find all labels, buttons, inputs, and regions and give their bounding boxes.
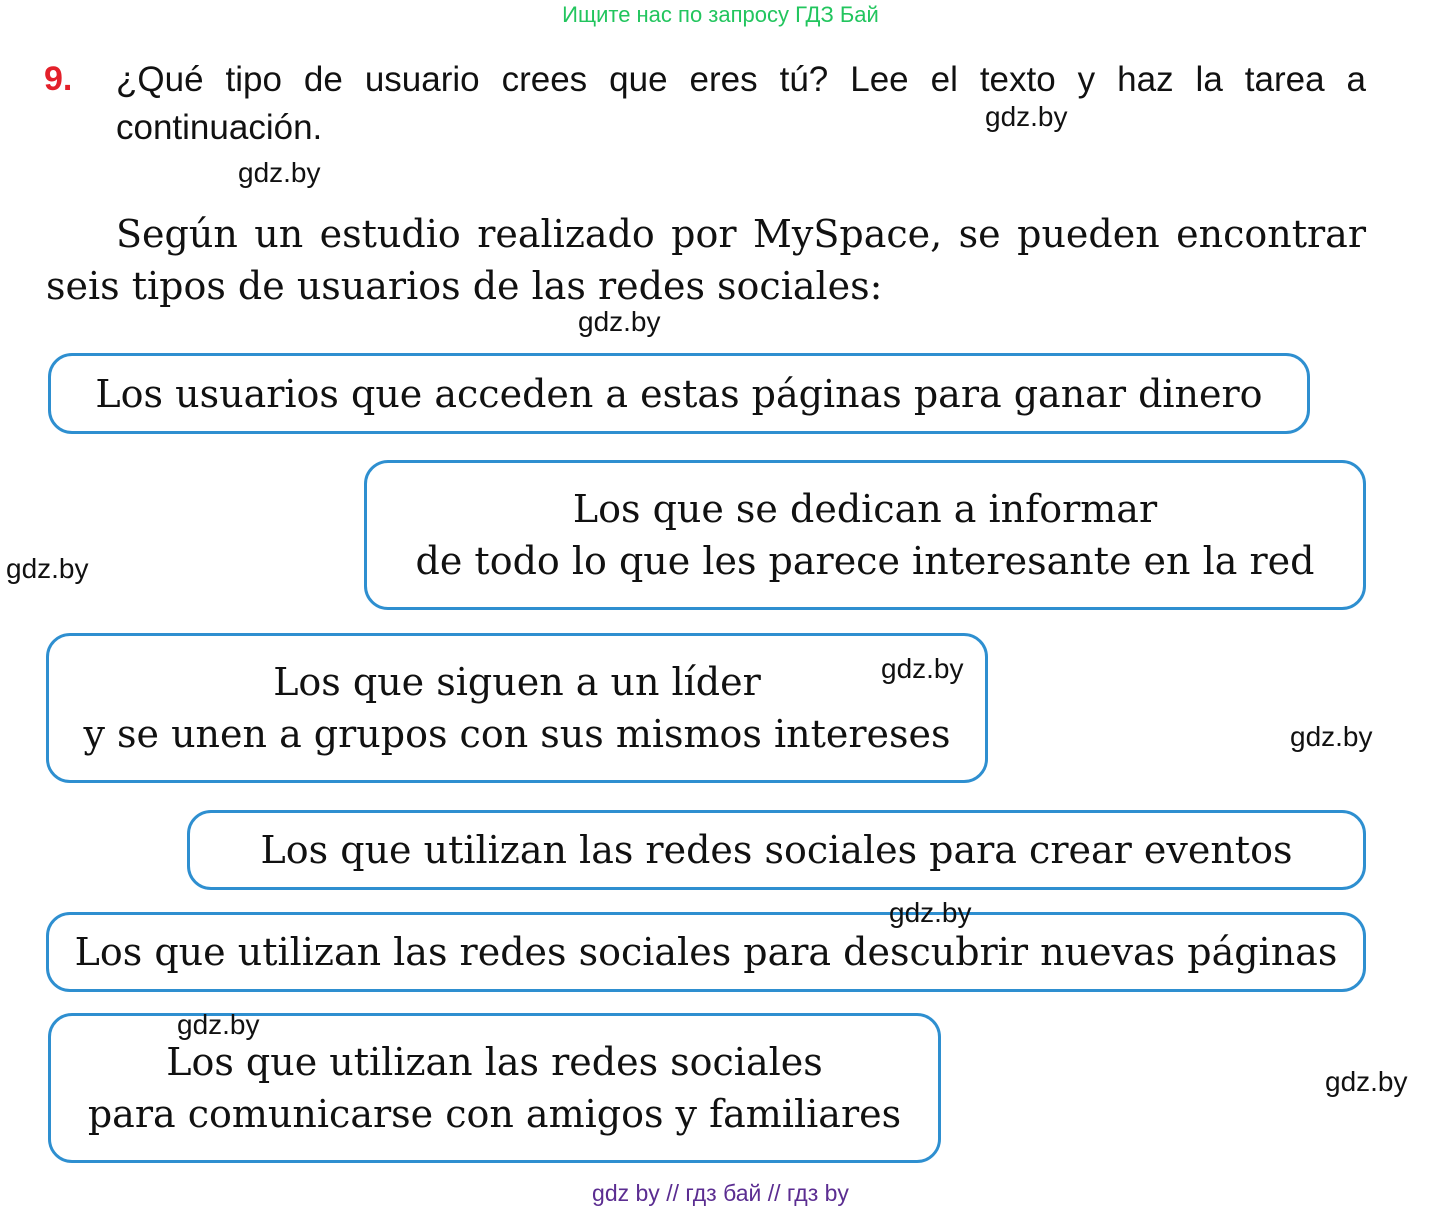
footer-links[interactable]: gdz by // гдз бай // гдз by bbox=[592, 1180, 849, 1206]
box-2-line-1: Los que se dedican a informar bbox=[572, 487, 1158, 531]
user-type-box-5 bbox=[46, 912, 1366, 992]
box-6-line-1: Los que utilizan las redes sociales bbox=[166, 1040, 823, 1084]
box-5-line-1: Los que utilizan las redes sociales para descubrir nuevas páginas bbox=[74, 930, 1338, 974]
task-number: 9. bbox=[44, 60, 73, 98]
watermark: gdz.by bbox=[1290, 721, 1373, 752]
watermark: gdz.by bbox=[578, 306, 661, 337]
box-6-line-2: para comunicarse con amigos y familiares bbox=[87, 1092, 902, 1136]
watermark: gdz.by bbox=[238, 157, 321, 188]
intro-paragraph: Según un estudio realizado por MySpace, se pueden encontrar seis tipos de usuarios de las redes sociales: bbox=[46, 212, 1366, 308]
user-type-box-3 bbox=[46, 633, 988, 783]
watermark: gdz.by bbox=[985, 101, 1068, 132]
box-3-line-1: Los que siguen a un líder bbox=[273, 660, 761, 704]
top-banner[interactable]: Ищите нас по запросу ГДЗ Бай bbox=[562, 2, 879, 27]
watermark: gdz.by bbox=[6, 553, 89, 584]
user-type-box-2 bbox=[364, 460, 1366, 610]
user-type-box-1 bbox=[48, 353, 1310, 434]
box-1-line-1: Los usuarios que acceden a estas páginas para ganar dinero bbox=[95, 371, 1263, 416]
user-type-box-4 bbox=[187, 810, 1366, 890]
task-instruction: ¿Qué tipo de usuario crees que eres tú? Lee el texto y haz la tarea a continuación. bbox=[116, 60, 1366, 147]
watermark: gdz.by bbox=[177, 1009, 260, 1040]
watermark: gdz.by bbox=[881, 653, 964, 684]
watermark: gdz.by bbox=[1325, 1066, 1408, 1097]
watermark: gdz.by bbox=[889, 897, 972, 928]
box-3-line-2: y se unen a grupos con sus mismos intereses bbox=[83, 712, 951, 756]
box-2-line-2: de todo lo que les parece interesante en la red bbox=[415, 539, 1315, 583]
box-4-line-1: Los que utilizan las redes sociales para crear eventos bbox=[260, 828, 1293, 872]
